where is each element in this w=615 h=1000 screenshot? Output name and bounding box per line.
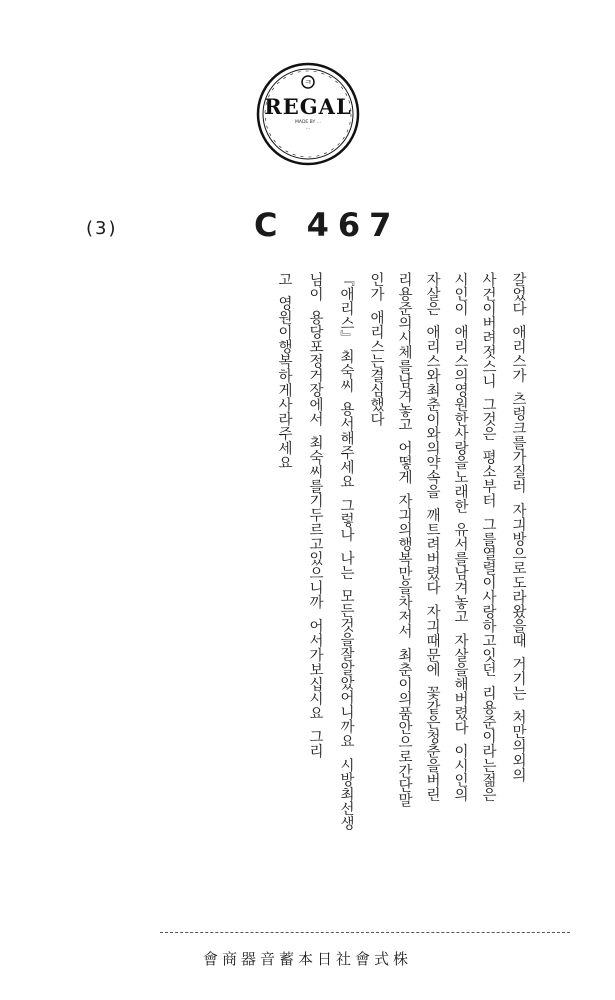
regal-label-logo bbox=[256, 62, 360, 166]
page-number: (3) bbox=[86, 218, 118, 239]
text-column: 『애리스』 최숙씨 용서해주세요 그렇나 나는 모든것을잘알았어니까요 시방최선생 bbox=[338, 272, 354, 831]
svg-text:ㅋ: ㅋ bbox=[304, 78, 312, 87]
text-column: 자살은 애리스와최춘이와의약속을 깨트려버렸다 자긔때문에 꽃같은청춘을버린 bbox=[424, 272, 440, 802]
text-column: 갈었다 애리스가 츠렁크를가질러 자긔방으로도라왔을때 거기는 처만의외의 bbox=[510, 272, 526, 783]
catalog-number: C 467 bbox=[254, 206, 401, 244]
label-fine-print-2: ... bbox=[305, 126, 311, 131]
text-column: 사건이버려젓스니 그것은 평소부터 그를열렬이사랑하고잇던 리용준이라는젊은 bbox=[480, 272, 496, 802]
text-column: 고 영원이행복하게사라주세요 bbox=[276, 272, 292, 470]
text-column: 리용준의시체를남겨놓고 어떻게 자긔의행복만을차저서 최춘이의품안으로간단말 bbox=[396, 272, 412, 808]
text-column: 님이 용당포정거장에서 최숙씨를기두르고있으니까 어서가보십시요 그리 bbox=[307, 272, 323, 759]
footer-divider bbox=[160, 932, 570, 933]
text-column: 시인이 애리스의영원한사랑을노래한 유서를남겨놓고 자살을해버렸다 이시인의 bbox=[452, 272, 468, 802]
label-fine-print-1: MADE BY ... bbox=[294, 120, 322, 125]
publisher-footer: 會商器音蓄本日社會式株 bbox=[202, 950, 412, 968]
brand-name: REGAL bbox=[264, 94, 352, 119]
text-column: 인가 애리스는결심했다 bbox=[368, 272, 384, 427]
